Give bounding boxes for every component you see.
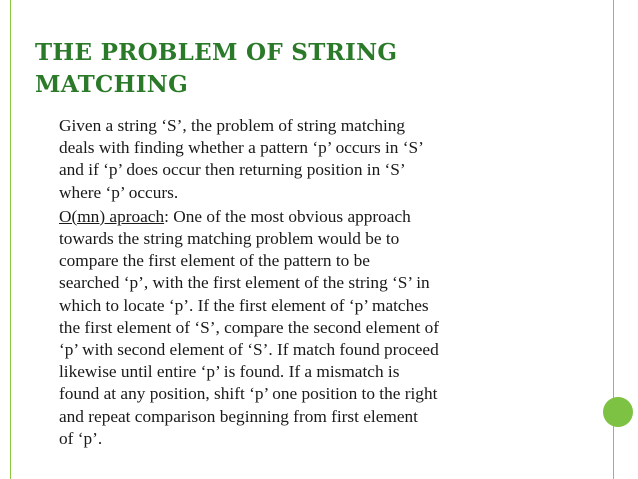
bullet-line: compare the first element of the pattern to be	[59, 251, 370, 271]
bullet-item-omn-approach	[35, 206, 595, 450]
bullet-line: towards the string matching problem would be to	[59, 229, 400, 249]
bullet-line: deals with finding whether a pattern ‘p’ occurs in ‘S’	[59, 138, 424, 158]
bullet-line: and repeat comparison beginning from first element	[59, 406, 418, 426]
bullet-line: searched ‘p’, with the first element of the string ‘S’ in	[59, 273, 430, 293]
bullet-line: and if ‘p’ does occur then returning position in ‘S’	[59, 160, 406, 180]
bullet-line: Given a string ‘S’, the problem of string matching	[59, 116, 406, 135]
bullet-line: ‘p’ with second element of ‘S’. If match found proceed	[59, 340, 439, 360]
bullet-line: the first element of ‘S’, compare the second element of	[59, 317, 440, 337]
bullet-line: where ‘p’ occurs.	[59, 182, 179, 202]
approach-intro: : One of the most obvious approach	[164, 206, 411, 226]
slide-title	[35, 37, 595, 101]
title-line: THE PROBLEM OF STRING	[35, 39, 398, 66]
bullet-line: which to locate ‘p’. If the first element of ‘p’ matches	[59, 295, 429, 315]
bullet-item-definition	[35, 115, 595, 204]
left-frame-line	[10, 0, 11, 479]
decorative-circle-icon	[603, 397, 633, 427]
bullet-line: likewise until entire ‘p’ is found. If a mismatch is	[59, 362, 400, 382]
bullet-line: of ‘p’.	[59, 428, 103, 448]
bullet-line	[59, 206, 595, 228]
approach-heading: O(mn) aproach	[59, 206, 165, 226]
title-line: MATCHING	[35, 71, 189, 98]
bullet-list	[35, 115, 595, 452]
bullet-line: found at any position, shift ‘p’ one position to the right	[59, 384, 438, 404]
